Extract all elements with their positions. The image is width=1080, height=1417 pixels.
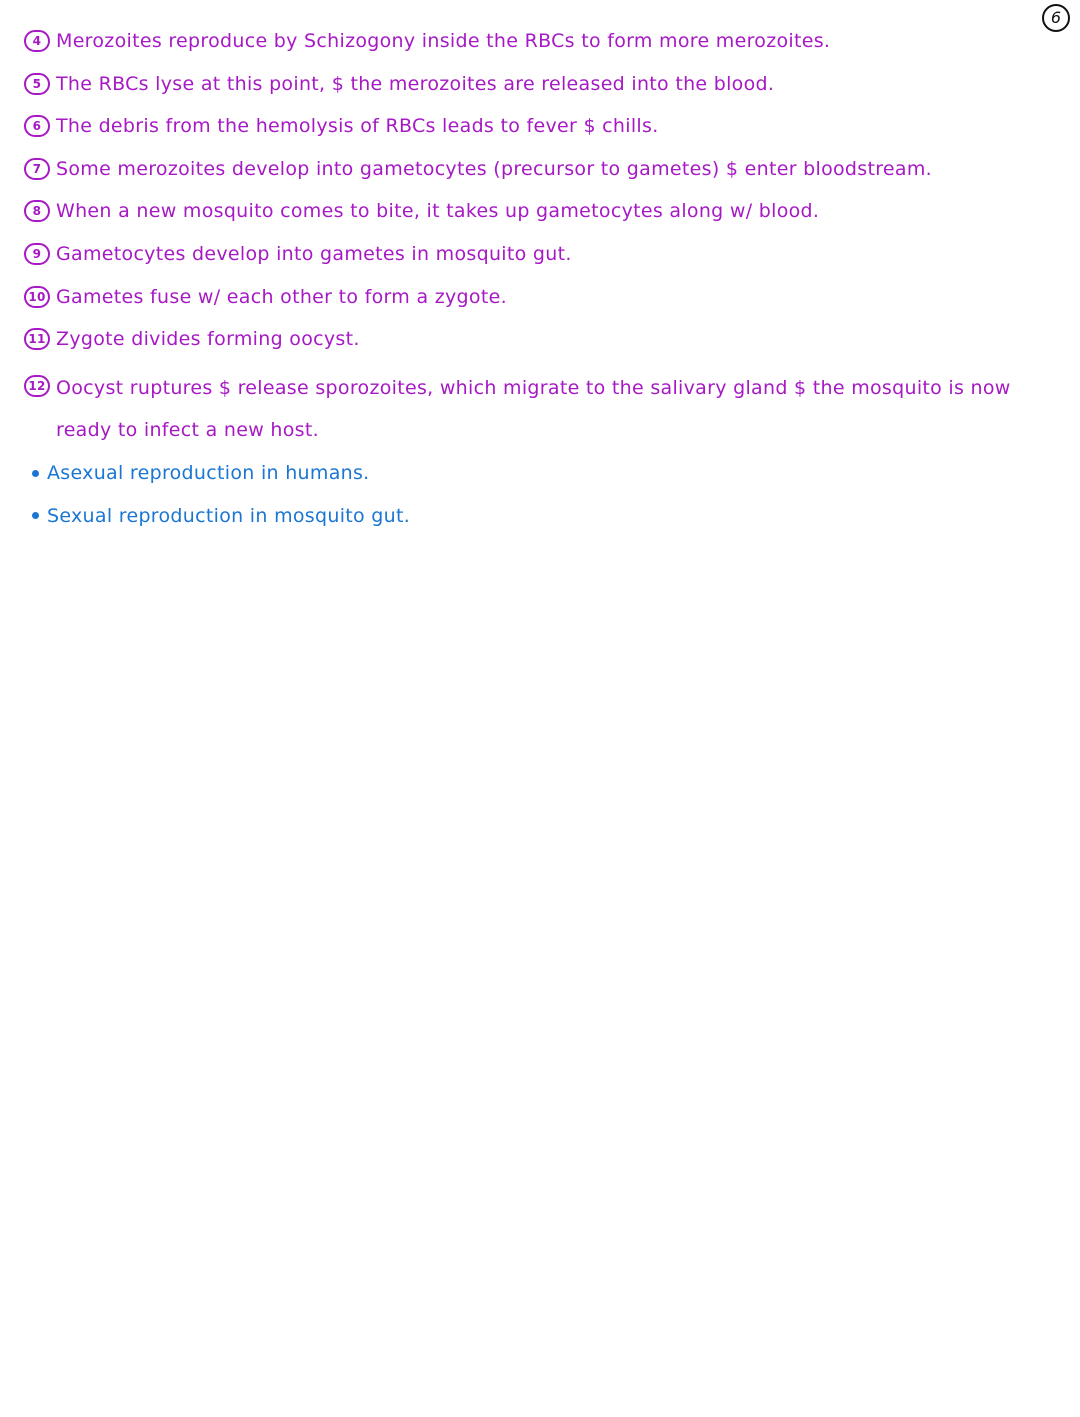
- step-text: Zygote divides forming oocyst.: [56, 328, 360, 351]
- step-item: [24, 69, 1034, 112]
- bullet-text: Asexual reproduction in humans.: [47, 462, 370, 485]
- step-text: Merozoites reproduce by Schizogony inside the RBCs to form more merozoites.: [56, 30, 831, 52]
- bullet-item: [24, 452, 1034, 495]
- step-item: [24, 196, 1034, 239]
- bullet-dot-icon: [32, 512, 39, 519]
- step-number-badge: 7: [24, 158, 50, 180]
- step-text: Gametocytes develop into gametes in mosquito gut.: [56, 242, 572, 265]
- summary-bullets: [24, 452, 1034, 537]
- step-item: [24, 367, 1034, 452]
- step-item: [24, 324, 1034, 367]
- bullet-text: Sexual reproduction in mosquito gut.: [47, 504, 411, 527]
- step-number-badge: 8: [24, 200, 50, 222]
- step-item: [24, 282, 1034, 325]
- step-number-badge: 10: [24, 286, 50, 308]
- step-text: The debris from the hemolysis of RBCs leads to fever $ chills.: [56, 115, 659, 138]
- step-item: [24, 111, 1034, 154]
- step-number-badge: 9: [24, 243, 50, 265]
- step-item: [24, 239, 1034, 282]
- page-number: 6: [1042, 4, 1070, 32]
- step-number-badge: 4: [24, 30, 50, 52]
- malaria-life-cycle-notes: [24, 26, 1034, 537]
- step-text: Oocyst ruptures $ release sporozoites, which migrate to the salivary gland $ the mosquito is now ready to infect a new host.: [56, 376, 1011, 442]
- step-number-badge: 12: [24, 375, 50, 397]
- step-text: The RBCs lyse at this point, $ the merozoites are released into the blood.: [56, 72, 775, 95]
- step-number-badge: 5: [24, 73, 50, 95]
- step-number-badge: 11: [24, 328, 50, 350]
- step-number-badge: 6: [24, 115, 50, 137]
- step-text: Some merozoites develop into gametocytes (precursor to gametes) $ enter bloodstream.: [56, 157, 933, 180]
- bullet-dot-icon: [32, 470, 39, 477]
- step-item: [24, 26, 1034, 69]
- bullet-item: [24, 495, 1034, 538]
- step-item: [24, 154, 1034, 197]
- step-text: Gametes fuse w/ each other to form a zygote.: [56, 285, 507, 308]
- step-text: When a new mosquito comes to bite, it takes up gametocytes along w/ blood.: [56, 200, 820, 223]
